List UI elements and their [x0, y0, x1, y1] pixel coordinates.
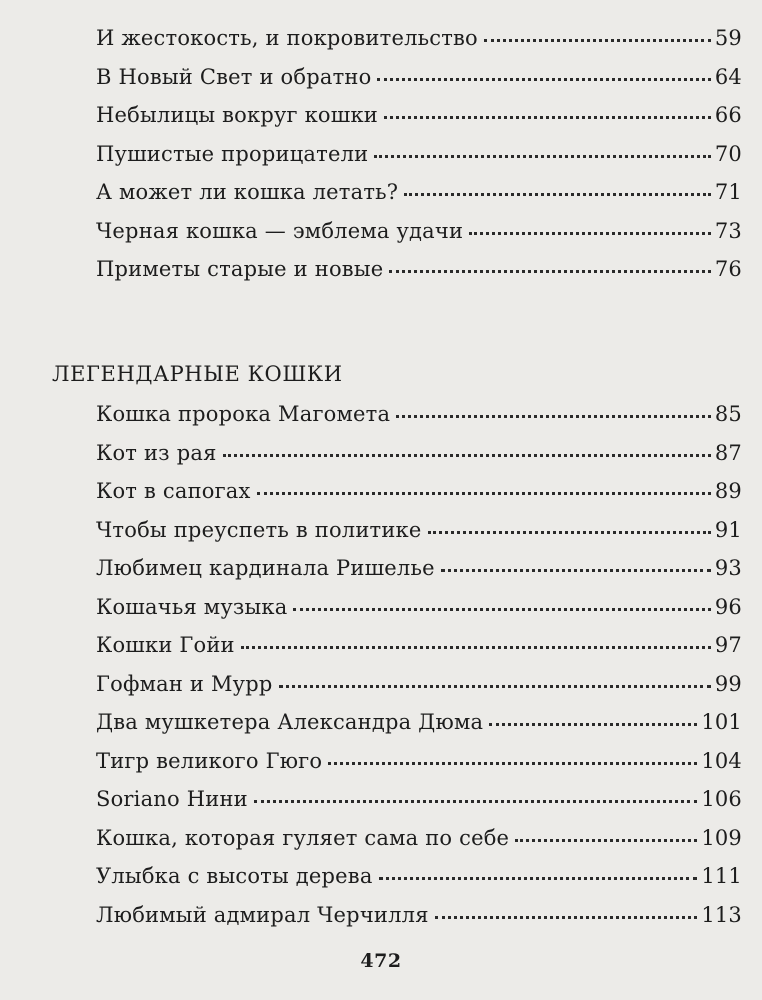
toc-entry [96, 824, 742, 863]
toc-entry [96, 439, 742, 478]
toc-entry [96, 101, 742, 140]
dot-leader [469, 217, 711, 238]
toc-entry [96, 140, 742, 179]
toc-entry-title: Улыбка с высоты дерева [96, 864, 373, 888]
toc-entry [96, 63, 742, 102]
toc-entry-page: 96 [714, 594, 742, 619]
toc-entry [96, 255, 742, 294]
dot-leader [428, 516, 711, 537]
toc-entry [96, 516, 742, 555]
toc-entry-page: 71 [714, 180, 742, 204]
toc-entry-title: Два мушкетера Александра Дюма [96, 710, 484, 734]
toc-entry-title: Тигр великого Гюго [96, 748, 323, 773]
toc-entry [96, 217, 742, 256]
toc-entry-title: И жестокость, и покровительство [96, 26, 478, 50]
dot-leader [435, 901, 698, 922]
toc-entry [96, 477, 742, 516]
toc-entry-title: Любимый адмирал Черчилля [96, 902, 429, 927]
toc-entry-title: Любимец кардинала Ришелье [96, 556, 435, 580]
toc-entry-title: Небылицы вокруг кошки [96, 103, 379, 127]
toc-entry [96, 670, 742, 709]
toc-entry-page: 64 [714, 64, 742, 89]
toc-entry [96, 24, 742, 63]
dot-leader [384, 101, 711, 122]
dot-leader [484, 24, 711, 45]
toc-entry-title: Кошка пророка Магомета [96, 402, 391, 426]
toc-entry-page: 70 [714, 141, 742, 166]
toc-entry-title: Кошки Гойи [96, 633, 235, 657]
toc-entry-title: Приметы старые и новые [96, 257, 384, 281]
toc-entry-page: 85 [714, 402, 742, 426]
toc-entry-page: 109 [701, 825, 742, 850]
toc-entry [96, 862, 742, 901]
toc-entry-page: 97 [714, 633, 742, 657]
toc-entry-page: 59 [714, 26, 742, 50]
dot-leader [404, 178, 711, 199]
toc-entry-title: Гофман и Мурр [96, 671, 273, 696]
toc-entry-page: 66 [714, 103, 742, 127]
dot-leader [293, 593, 710, 614]
toc-entry-page: 101 [701, 710, 742, 734]
toc-entry-title: Пушистые прорицатели [96, 141, 369, 166]
dot-leader [279, 670, 711, 691]
toc-entry-title: Soriano Нини [96, 787, 248, 811]
toc-entry-page: 106 [701, 787, 742, 811]
toc-entry [96, 785, 742, 824]
dot-leader [379, 862, 698, 883]
toc-entry-title: А может ли кошка летать? [96, 180, 399, 204]
dot-leader [328, 747, 697, 768]
dot-leader [241, 631, 711, 652]
toc-entry-title: Черная кошка — эмблема удачи [96, 218, 464, 243]
toc-entry [96, 593, 742, 632]
toc-entry [96, 708, 742, 747]
toc-entry-page: 93 [714, 556, 742, 580]
page-number: 472 [360, 950, 402, 972]
toc-entry [96, 400, 742, 439]
toc-entry-title: В Новый Свет и обратно [96, 64, 372, 89]
toc-entry [96, 901, 742, 940]
dot-leader [257, 477, 711, 498]
toc-entry [96, 747, 742, 786]
dot-leader [396, 400, 711, 421]
toc-entry-title: Кот в сапогах [96, 479, 251, 503]
section-heading: ЛЕГЕНДАРНЫЕ КОШКИ [52, 362, 343, 386]
dot-leader [254, 785, 697, 806]
toc-entry [96, 178, 742, 217]
toc-entry-page: 99 [714, 671, 742, 696]
toc-entry-title: Кошка, которая гуляет сама по себе [96, 825, 510, 850]
toc-entry-page: 76 [714, 257, 742, 281]
toc-entry [96, 631, 742, 670]
dot-leader [441, 554, 711, 575]
dot-leader [389, 255, 711, 276]
toc-entry-page: 111 [701, 864, 742, 888]
toc-list-top [96, 24, 742, 294]
toc-entry-page: 104 [701, 748, 742, 773]
dot-leader [377, 63, 710, 84]
dot-leader [374, 140, 711, 161]
toc-entry-title: Кот из рая [96, 440, 217, 465]
toc-entry-title: Кошачья музыка [96, 594, 288, 619]
toc-entry [96, 554, 742, 593]
toc-entry-page: 113 [701, 902, 742, 927]
toc-entry-page: 87 [714, 440, 742, 465]
toc-entry-page: 89 [714, 479, 742, 503]
dot-leader [223, 439, 711, 460]
toc-entry-title: Чтобы преуспеть в политике [96, 517, 422, 542]
toc-entry-page: 73 [714, 218, 742, 243]
dot-leader [489, 708, 697, 729]
toc-list-legendary-cats [96, 400, 742, 939]
toc-entry-page: 91 [714, 517, 742, 542]
dot-leader [515, 824, 697, 845]
